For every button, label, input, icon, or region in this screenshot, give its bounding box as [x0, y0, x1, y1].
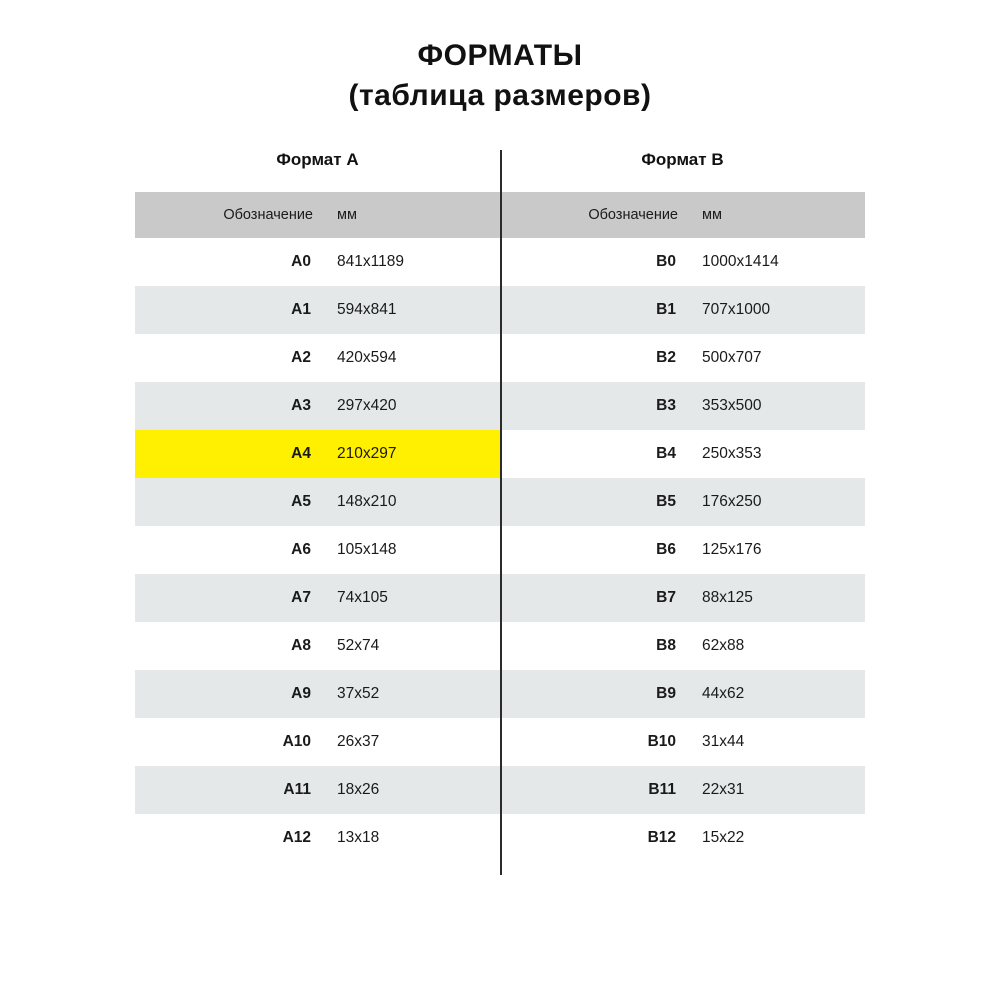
cell-designation-b: B9 [500, 670, 690, 718]
cell-mm-b: 88x125 [690, 574, 865, 622]
column-header-designation-a: Обозначение [135, 192, 325, 238]
cell-designation-b: B6 [500, 526, 690, 574]
cell-mm-a: 13x18 [325, 814, 500, 862]
cell-designation-a: A10 [135, 718, 325, 766]
cell-designation-b: B2 [500, 334, 690, 382]
cell-mm-a: 105x148 [325, 526, 500, 574]
cell-mm-b: 707x1000 [690, 286, 865, 334]
column-header-designation-b: Обозначение [500, 192, 690, 238]
cell-mm-b: 15x22 [690, 814, 865, 862]
cell-designation-b: B11 [500, 766, 690, 814]
cell-mm-b: 22x31 [690, 766, 865, 814]
cell-mm-b: 176x250 [690, 478, 865, 526]
title-line-1: ФОРМАТЫ [417, 39, 583, 72]
cell-designation-a: A3 [135, 382, 325, 430]
cell-designation-a: A12 [135, 814, 325, 862]
cell-designation-a: A0 [135, 238, 325, 286]
page-title [0, 36, 1000, 116]
cell-designation-b: B12 [500, 814, 690, 862]
cell-mm-b: 125x176 [690, 526, 865, 574]
cell-mm-a: 210x297 [325, 430, 500, 478]
cell-mm-b: 62x88 [690, 622, 865, 670]
cell-designation-b: B7 [500, 574, 690, 622]
cell-designation-a: A1 [135, 286, 325, 334]
cell-mm-a: 52x74 [325, 622, 500, 670]
cell-designation-a: A8 [135, 622, 325, 670]
group-label-b: Формат В [500, 150, 865, 192]
cell-mm-a: 420x594 [325, 334, 500, 382]
cell-mm-a: 841x1189 [325, 238, 500, 286]
cell-designation-b: B0 [500, 238, 690, 286]
cell-mm-a: 26x37 [325, 718, 500, 766]
cell-mm-a: 74x105 [325, 574, 500, 622]
cell-mm-a: 18x26 [325, 766, 500, 814]
cell-designation-b: B1 [500, 286, 690, 334]
cell-designation-a: A6 [135, 526, 325, 574]
cell-mm-a: 37x52 [325, 670, 500, 718]
cell-mm-b: 31x44 [690, 718, 865, 766]
cell-mm-b: 44x62 [690, 670, 865, 718]
cell-mm-a: 594x841 [325, 286, 500, 334]
cell-designation-a: A5 [135, 478, 325, 526]
cell-mm-a: 148x210 [325, 478, 500, 526]
cell-designation-a: A7 [135, 574, 325, 622]
cell-designation-a: A4 [135, 430, 325, 478]
cell-designation-b: B10 [500, 718, 690, 766]
cell-designation-b: B8 [500, 622, 690, 670]
group-divider [500, 150, 502, 875]
cell-designation-a: A2 [135, 334, 325, 382]
group-label-a: Формат А [135, 150, 500, 192]
cell-mm-b: 1000x1414 [690, 238, 865, 286]
cell-designation-a: A9 [135, 670, 325, 718]
cell-mm-b: 353x500 [690, 382, 865, 430]
cell-designation-b: B3 [500, 382, 690, 430]
cell-designation-b: B4 [500, 430, 690, 478]
title-line-2: (таблица размеров) [348, 78, 652, 112]
cell-mm-a: 297x420 [325, 382, 500, 430]
cell-mm-b: 500x707 [690, 334, 865, 382]
cell-mm-b: 250x353 [690, 430, 865, 478]
column-header-mm-a: мм [325, 192, 500, 238]
cell-designation-a: A11 [135, 766, 325, 814]
cell-designation-b: B5 [500, 478, 690, 526]
column-header-mm-b: мм [690, 192, 865, 238]
